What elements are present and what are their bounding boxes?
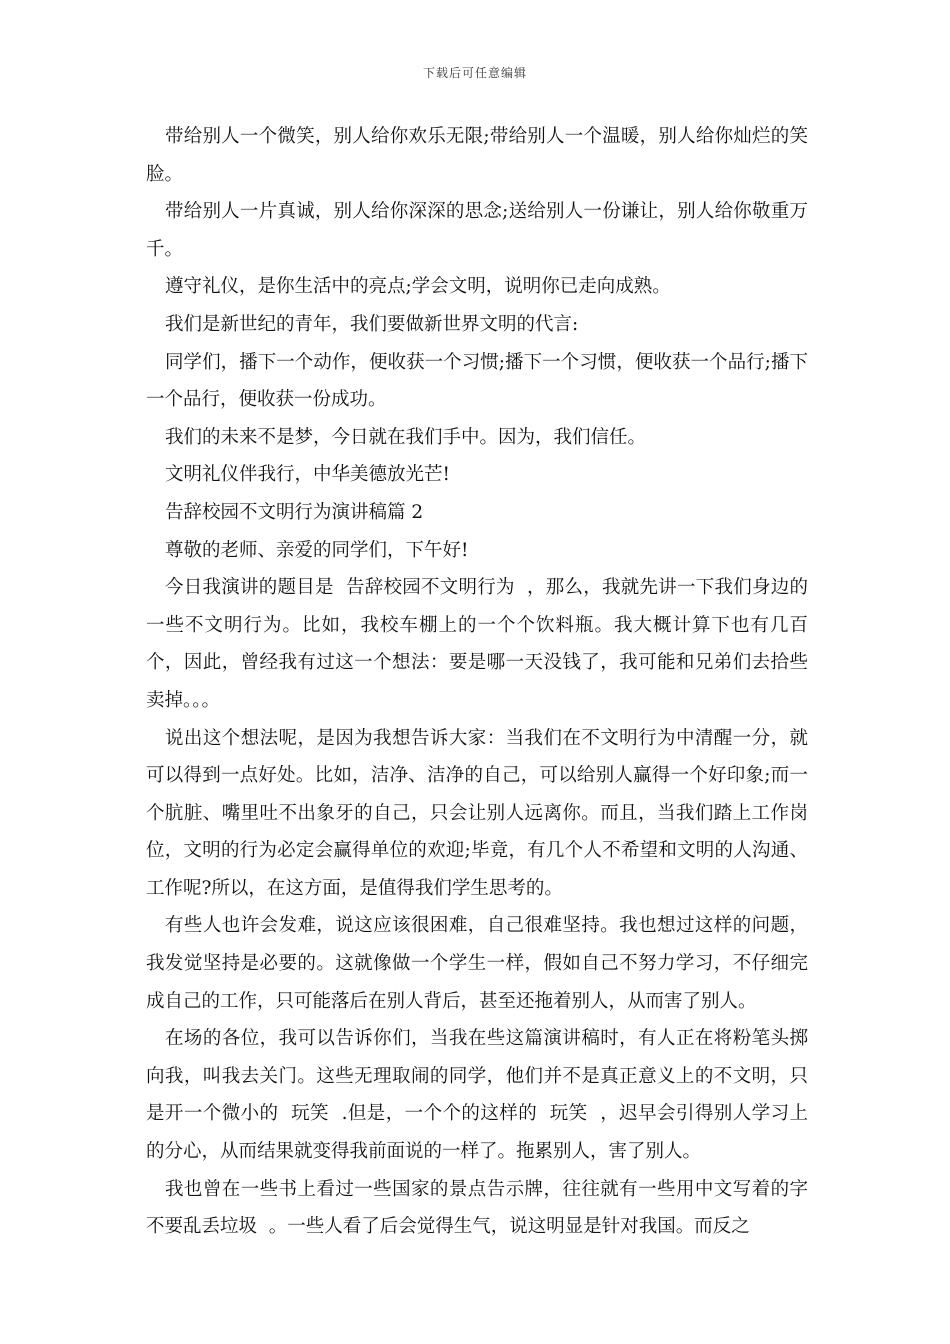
paragraph: 在场的各位，我可以告诉你们，当我在些这篇演讲稿时，有人正在将粉笔头掷向我，叫我去关门。这些无理取闹的同学，他们并不是真正意义上的不文明，只是开一个微小的 玩笑 .但是，一个个的这样的 玩笑 ，迟早会引得别人学习上的分心，从而结果就变得我前面说的一样了。拖累别人，害了别人。 [146,1028,808,1163]
paragraph: 说出这个想法呢，是因为我想告诉大家：当我们在不文明行为中清醒一分，就可以得到一点好处。比如，洁净、洁净的自己，可以给别人赢得一个好印象;而一个肮脏、嘴里吐不出象牙的自己，只会让别人远离你。而且，当我们踏上工作岗位，文明的行为必定会赢得单位的欢迎;毕竟，有几个人不希望和文明的人沟通、工作呢?所以，在这方面，是值得我们学生思考的。 [146,727,808,899]
paragraph: 遵守礼仪，是你生活中的亮点;学会文明，说明你已走向成熟。 [165,276,671,298]
page-header: 下载后可任意编辑 [422,66,527,80]
paragraph: 我们是新世纪的青年，我们要做新世界文明的代言: [165,313,579,335]
paragraph: 带给别人一片真诚，别人给你深深的思念;送给别人一份谦让，别人给你敬重万千。 [146,201,808,260]
paragraph: 有些人也许会发难，说这应该很困难，自己很难坚持。我也想过这样的问题，我发觉坚持是必要的。这就像做一个学生一样，假如自己不努力学习，不仔细完成自己的工作，只可能落后在别人背后，甚至还拖着别人，从而害了别人。 [146,915,808,1012]
section-heading: 告辞校园不文明行为演讲稿篇 2 [165,501,424,523]
paragraph: 今日我演讲的题目是 告辞校园不文明行为 ，那么，我就先讲一下我们身边的一些不文明行为。比如，我校车棚上的一个个饮料瓶。我大概计算下也有几百个，因此，曾经我有过这一个想法：要是哪一天没钱了，我可能和兄弟们去拾些卖掉。。。 [146,577,808,711]
paragraph: 我也曾在一些书上看过一些国家的景点告示牌，往往就有一些用中文写着的字 不要乱丢垃圾 。一些人看了后会觉得生气，说这明显是针对我国。而反之 [146,1178,820,1238]
paragraph: 文明礼仪伴我行，中华美德放光芒! [165,464,450,486]
document-body [146,118,820,1246]
paragraph: 同学们，播下一个动作，便收获一个习惯;播下一个习惯，便收获一个品行;播下一个品行，便收获一份成功。 [146,351,808,411]
paragraph: 我们的未来不是梦，今日就在我们手中。因为，我们信任。 [165,426,647,448]
paragraph: 带给别人一个微笑，别人给你欢乐无限;带给别人一个温暖，别人给你灿烂的笑脸。 [146,126,808,185]
greeting: 尊敬的老师、亲爱的同学们，下午好! [165,539,469,561]
